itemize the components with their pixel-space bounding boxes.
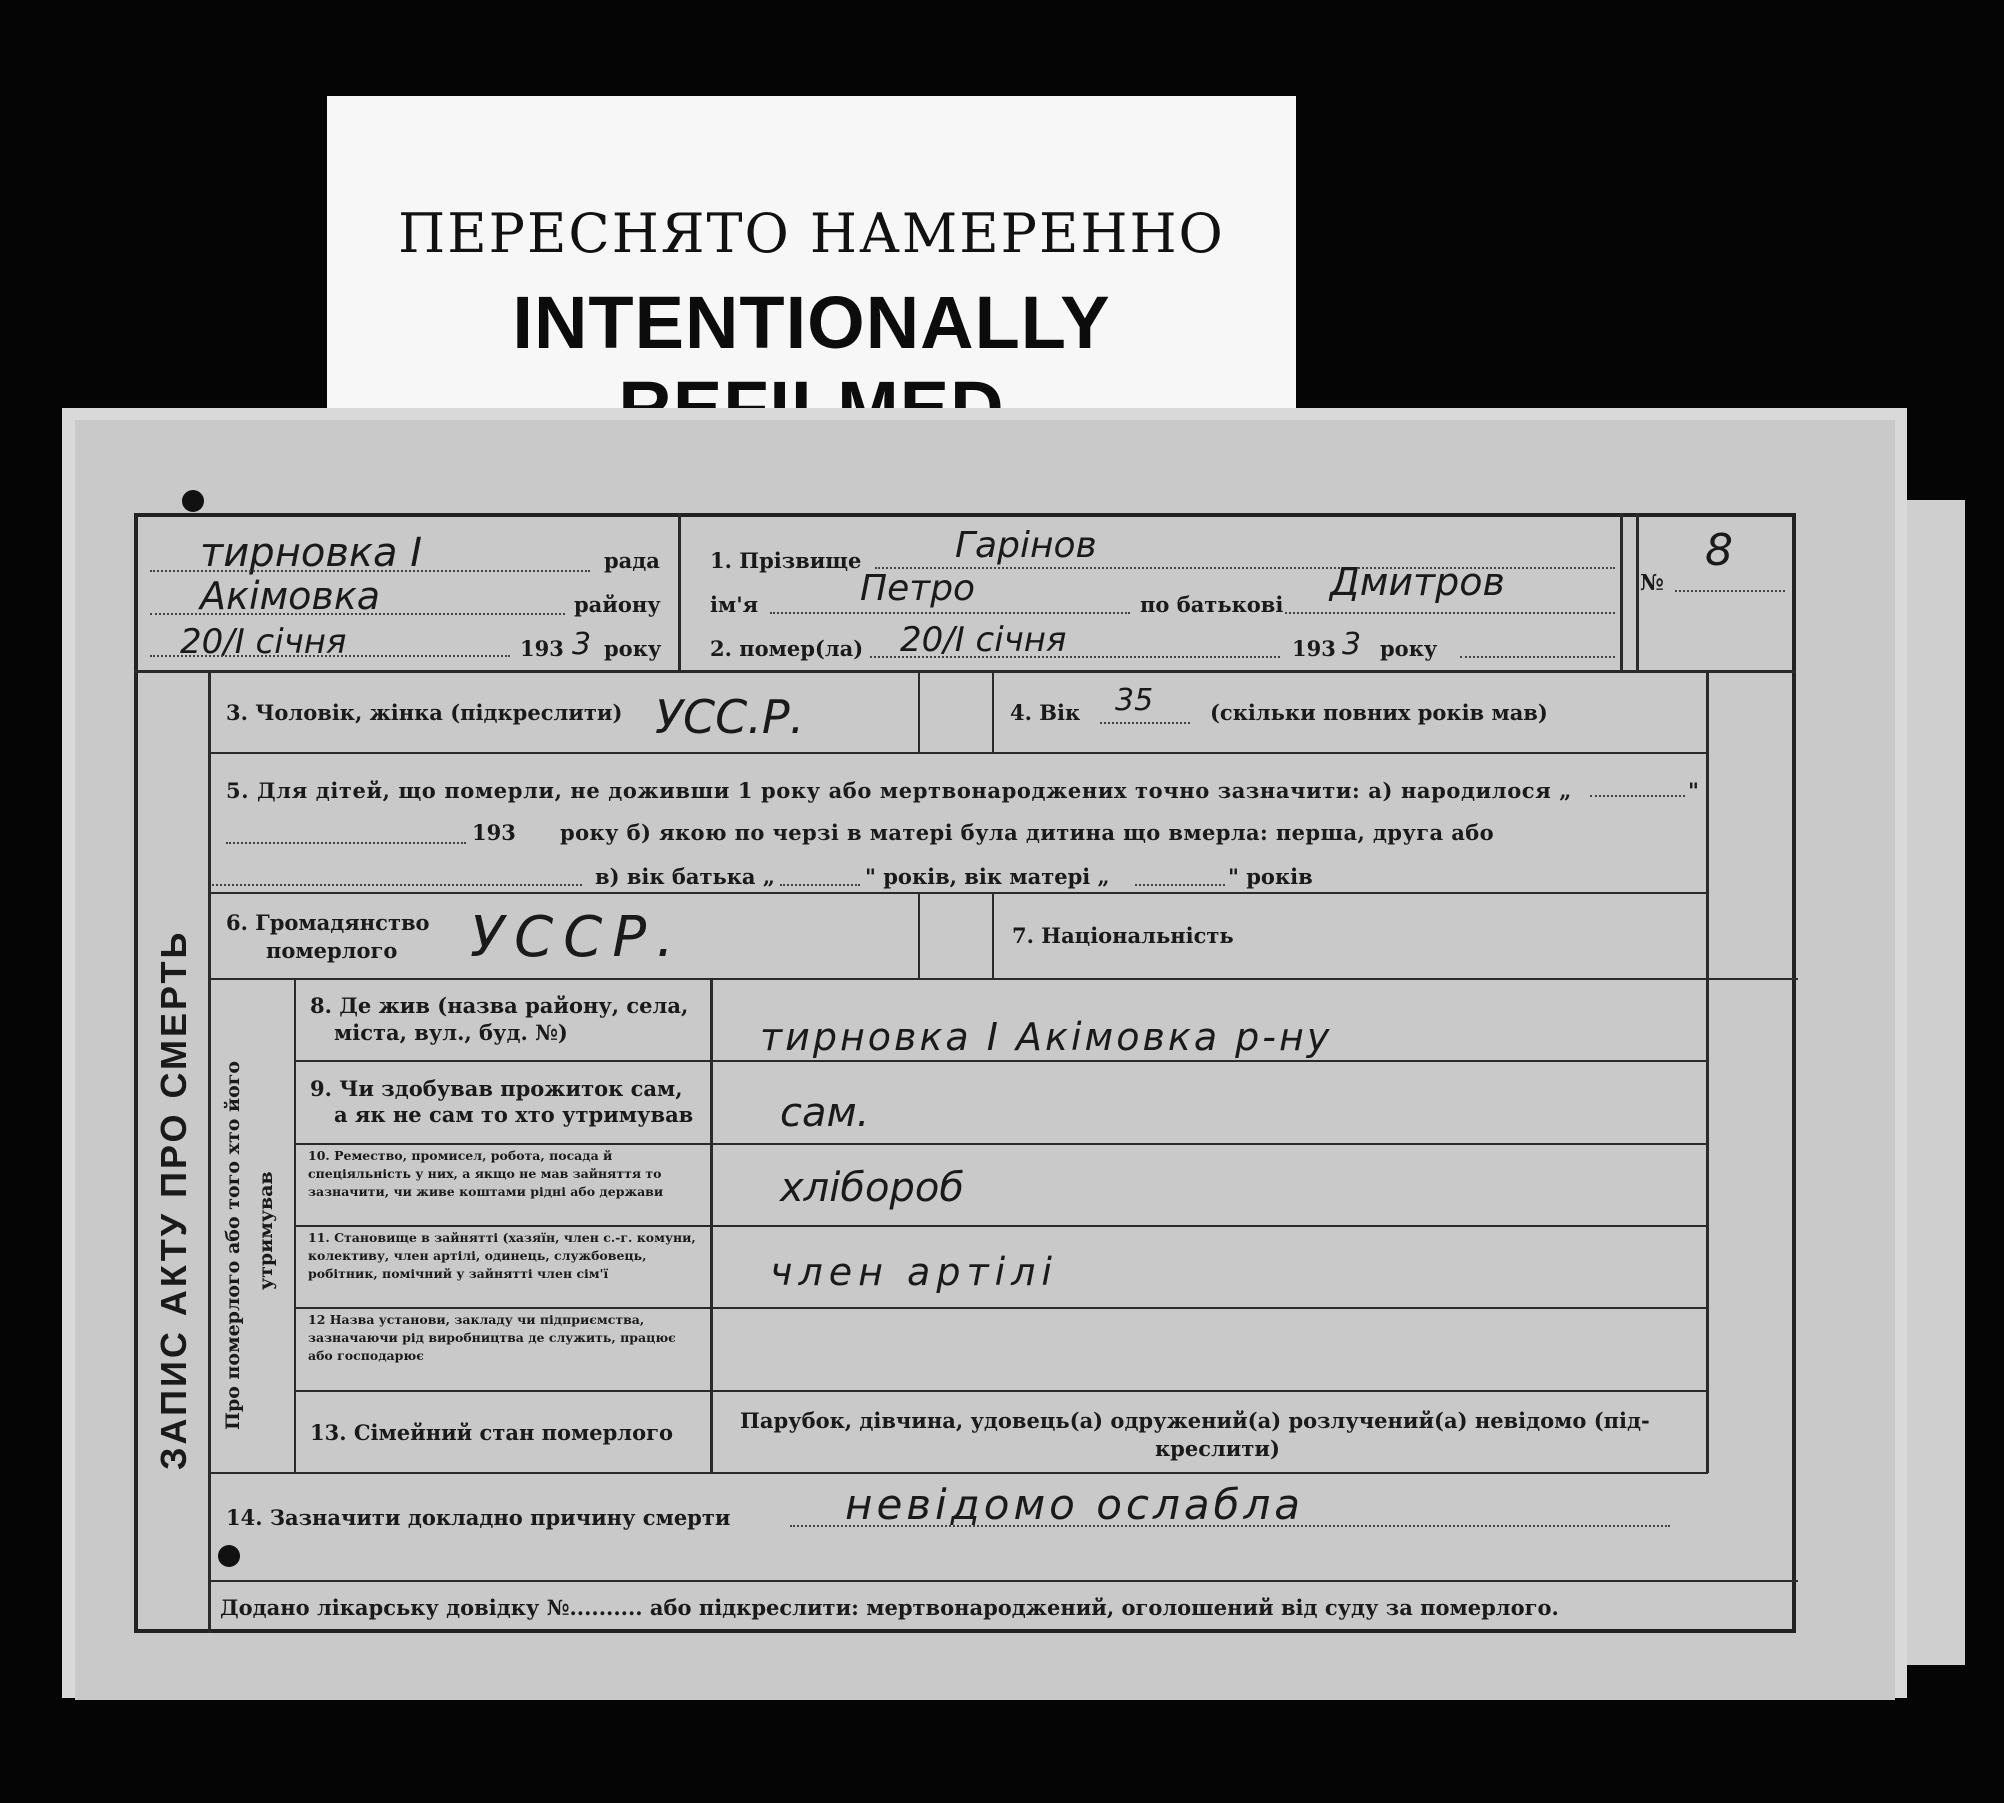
- rada-value: тирновка I: [200, 530, 423, 576]
- name-label: ім'я: [710, 592, 759, 617]
- divider: [208, 1580, 1798, 1582]
- refilm-notice-card: [327, 96, 1296, 414]
- divider: [294, 1307, 1708, 1309]
- died-dots: [870, 656, 1280, 658]
- name-value: Петро: [860, 568, 976, 609]
- field-12-label: 12 Назва установи, закладу чи підприємства, зазначаючи рід виробництва де служить, працює або господарює: [308, 1312, 676, 1363]
- divider: [992, 673, 994, 753]
- field-8-label-1: 8. Де жив (назва району, села,: [310, 993, 689, 1018]
- vertical-subtitle-1: Про померлого або того хто його: [222, 1060, 244, 1430]
- divider: [294, 1143, 1708, 1145]
- f5-mother-dots: [1135, 884, 1225, 886]
- field-11-value: член артілі: [770, 1250, 1058, 1294]
- punch-hole: [182, 490, 204, 512]
- field-4-label: 4. Вік: [1010, 700, 1081, 725]
- field-5-line-1: 5. Для дітей, що померли, не доживши 1 року або мертвонароджених точно зазначити: а) народилося „: [226, 778, 1572, 803]
- vertical-subtitle-2: утримував: [255, 1171, 277, 1290]
- rada-dots: [150, 570, 590, 572]
- patronymic-value: Дмитров: [1330, 560, 1505, 604]
- surname-value: Гарінов: [955, 525, 1097, 566]
- footer-note: Додано лікарську довідку №.......... або підкреслити: мертвонароджений, оголошений від суду за померлого.: [220, 1595, 1559, 1620]
- raion-dots: [150, 613, 565, 615]
- patronymic-label: по батькові: [1140, 592, 1284, 617]
- field-4-value: 35: [1115, 683, 1154, 718]
- field-8-label-2: міста, вул., буд. №): [334, 1020, 568, 1045]
- field-13-options-2: креслити): [1155, 1436, 1280, 1461]
- field-13-options-1: Парубок, дівчина, удовець(а) одружений(а) розлучений(а) невідомо (під-: [740, 1408, 1650, 1433]
- divider: [992, 893, 994, 979]
- field-9-label-2: а як не сам то хто утримував: [334, 1102, 694, 1127]
- divider: [1636, 513, 1639, 673]
- field-3-value: УСС.Р.: [655, 690, 805, 744]
- field-13-label: 13. Сімейний стан померлого: [310, 1420, 673, 1445]
- field-7-label: 7. Національність: [1012, 923, 1234, 948]
- field-8-value: тирновка І Акімовка р-ну: [760, 1015, 1333, 1059]
- field-10-value: хлібороб: [780, 1165, 965, 1211]
- field-5-years-label: " років: [1228, 864, 1313, 889]
- name-dots: [770, 612, 1130, 614]
- field-5-father-age-label: в) вік батька „: [595, 864, 775, 889]
- field-5-quote: ": [1688, 778, 1699, 803]
- raion-label: району: [574, 592, 661, 617]
- field-5-year: 193: [472, 820, 516, 845]
- year-label: року: [604, 636, 662, 661]
- f5-line3-dots: [212, 884, 582, 886]
- divider: [1706, 673, 1709, 1473]
- died-value: 20/І січня: [900, 620, 1067, 660]
- divider: [208, 752, 1708, 754]
- field-3-label: 3. Чоловік, жінка (підкреслити): [226, 700, 623, 725]
- field-5-line-2: року б) якою по черзі в матері була дитина що вмерла: перша, друга або: [560, 820, 1495, 845]
- number-label: №: [1640, 570, 1664, 596]
- number-dots: [1675, 590, 1785, 592]
- raion-value: Акімовка: [200, 574, 381, 618]
- field-6-label-2: померлого: [266, 938, 398, 963]
- field-10-label: 10. Ремество, промисел, робота, посада й спеціяльність у них, а якщо не мав зайняття то зазначити, чи живе коштами рідні або держави: [308, 1148, 664, 1199]
- divider: [208, 892, 1708, 894]
- notice-russian: ПЕРЕСНЯТО НАМЕРЕННО: [398, 202, 1225, 265]
- vertical-title: ЗАПИС АКТУ ПРО СМЕРТЬ: [153, 929, 194, 1470]
- rada-label: рада: [604, 548, 660, 573]
- divider: [918, 893, 920, 979]
- date-dots: [150, 655, 510, 657]
- year-prefix: 193: [520, 636, 564, 661]
- divider: [208, 1472, 1708, 1474]
- field-9-label-1: 9. Чи здобував прожиток сам,: [310, 1076, 683, 1101]
- divider: [294, 1060, 1708, 1062]
- notice-english: INTENTIONALLY: [512, 281, 1111, 364]
- died-year-digit: 3: [1342, 627, 1362, 662]
- death-record-form: [134, 513, 1796, 1633]
- divider: [134, 670, 1796, 673]
- died-year-prefix: 193: [1292, 636, 1336, 661]
- cause-dots: [790, 1525, 1670, 1527]
- year-digit: 3: [572, 627, 592, 662]
- f5-father-dots: [780, 884, 860, 886]
- field-5-mother-age-label: " років, вік матері „: [865, 864, 1110, 889]
- died-year-label: року: [1380, 636, 1438, 661]
- divider: [678, 513, 681, 671]
- age-dots: [1100, 722, 1190, 724]
- divider: [294, 1390, 1708, 1392]
- died-label: 2. помер(ла): [710, 636, 864, 661]
- field-9-value: сам.: [780, 1090, 870, 1136]
- surname-label: 1. Прізвище: [710, 548, 862, 573]
- f5-born-dots: [1590, 795, 1685, 797]
- patronymic-dots: [1285, 612, 1615, 614]
- field-14-label: 14. Зазначити докладно причину смерти: [226, 1505, 731, 1530]
- field-4-note: (скільки повних років мав): [1210, 700, 1548, 725]
- divider: [918, 673, 920, 753]
- field-11-label: 11. Становище в зайнятті (хазяїн, член с.-г. комуни, колективу, член артілі, одинець, службовець, робітник, помічний у зайнятті член сім'ї: [308, 1230, 696, 1281]
- field-14-value: невідомо ослабла: [845, 1480, 1305, 1529]
- f5-year-dots: [226, 842, 466, 844]
- divider: [208, 673, 211, 1633]
- divider: [208, 978, 1798, 980]
- field-6-label-1: 6. Громадянство: [226, 910, 430, 935]
- record-date-value: 20/І січня: [180, 622, 347, 662]
- divider: [1620, 513, 1623, 671]
- field-6-value: УССР.: [470, 905, 684, 970]
- died-year-dots: [1460, 656, 1615, 658]
- stamp-number: 8: [1705, 525, 1733, 576]
- divider: [294, 1225, 1708, 1227]
